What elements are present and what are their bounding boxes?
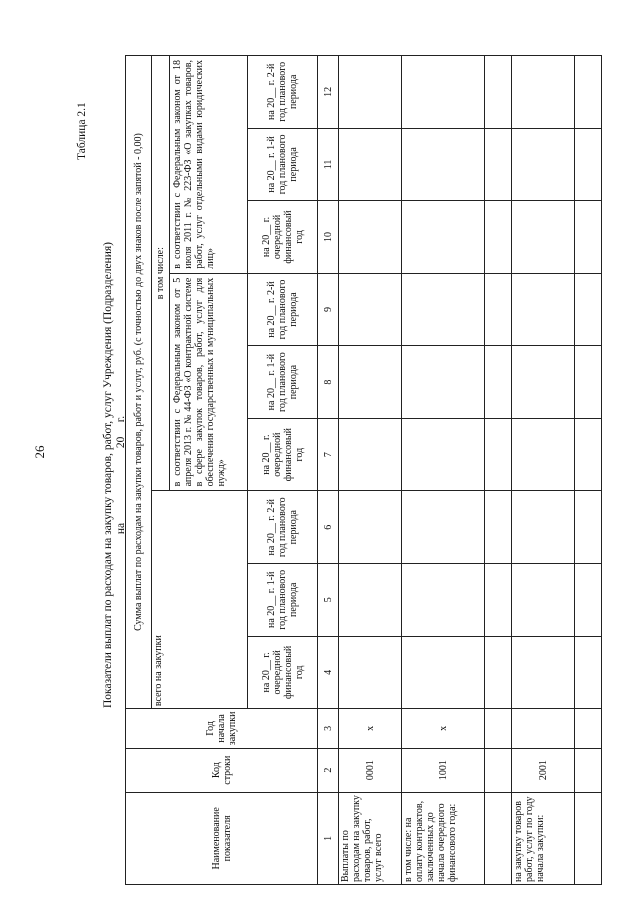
- header-year: Год начала закупки: [126, 709, 318, 749]
- cell: [339, 273, 402, 346]
- cell: [575, 56, 602, 129]
- cell: [485, 491, 512, 564]
- column-number: 5: [318, 563, 339, 636]
- page-number: [20, 446, 60, 458]
- cell: [339, 201, 402, 274]
- cell: [512, 346, 575, 419]
- header-including: в том числе:: [152, 56, 170, 491]
- row-name: на закупку товаров работ, услуг по году начала закупки:: [512, 792, 575, 884]
- cell: [485, 56, 512, 129]
- header-law-223: в соответствии с Федеральным законом от 18 июля 2011 г. № 223-ФЗ «О закупках товаров, работ, услуг отдельными видами юридических лиц»: [170, 56, 248, 274]
- cell: [485, 201, 512, 274]
- header-sum: Сумма выплат по расходам на закупки товаров, работ и услуг, руб. (с точностью до двух знаков после запятой - 0,00): [126, 56, 152, 709]
- cell: [402, 636, 485, 709]
- row-year: х: [339, 709, 402, 749]
- column-number: 2: [318, 748, 339, 792]
- period-current-44: на 20__ г. очередной финансовый год: [248, 418, 318, 491]
- row-code: 1001: [402, 748, 485, 792]
- cell: [575, 346, 602, 419]
- cell: [485, 792, 512, 884]
- cell: [575, 636, 602, 709]
- table-row: [339, 56, 402, 885]
- cell: [575, 748, 602, 792]
- cell: [339, 636, 402, 709]
- cell: [512, 491, 575, 564]
- column-number: 7: [318, 418, 339, 491]
- cell: [339, 56, 402, 129]
- table-row: [402, 56, 485, 885]
- column-number: 3: [318, 709, 339, 749]
- cell: [402, 273, 485, 346]
- cell: [485, 418, 512, 491]
- column-number: 4: [318, 636, 339, 709]
- period-current-223: на 20__ г. очередной финансовый год: [248, 201, 318, 274]
- row-name: в том числе: на оплату контрактов, заключенных до начала очередного финансового года:: [402, 792, 485, 884]
- period-current-all: на 20__ г. очередной финансовый год: [248, 636, 318, 709]
- period-2-all: на 20__ г. 2-й год планового периода: [248, 491, 318, 564]
- cell: [575, 563, 602, 636]
- table-row: [512, 56, 575, 885]
- cell: [485, 128, 512, 201]
- row-code: 0001: [339, 748, 402, 792]
- row-year: [512, 709, 575, 749]
- cell: [575, 128, 602, 201]
- cell: [402, 128, 485, 201]
- cell: [485, 636, 512, 709]
- column-number: 9: [318, 273, 339, 346]
- cell: [512, 636, 575, 709]
- row-code: 2001: [512, 748, 575, 792]
- column-number: 12: [318, 56, 339, 129]
- cell: [339, 128, 402, 201]
- cell: [485, 709, 512, 749]
- cell: [512, 201, 575, 274]
- cell: [512, 273, 575, 346]
- cell: [402, 201, 485, 274]
- cell: [485, 748, 512, 792]
- table-label: Таблица 2.1: [76, 102, 88, 160]
- cell: [575, 201, 602, 274]
- period-2-223: на 20__ г. 2-й год планового периода: [248, 56, 318, 129]
- header-code: Код строки: [126, 748, 318, 792]
- cell: [575, 273, 602, 346]
- cell: [512, 563, 575, 636]
- column-number: 8: [318, 346, 339, 419]
- cell: [339, 418, 402, 491]
- table-row: [485, 56, 512, 885]
- cell: [339, 491, 402, 564]
- cell: [402, 563, 485, 636]
- header-law-44: в соответствии с Федеральным законом от 5 апреля 2013 г. № 44-ФЗ «О контрактной системе в сфере закупок товаров, работ, услуг для обеспечения государственных и муниципальных нужд»: [170, 273, 248, 491]
- cell: [485, 273, 512, 346]
- cell: [339, 346, 402, 419]
- cell: [402, 491, 485, 564]
- cell: [485, 563, 512, 636]
- expenditure-table: [125, 55, 602, 885]
- column-number: 6: [318, 491, 339, 564]
- header-indicator: Наименование показателя: [126, 792, 318, 884]
- column-number: 11: [318, 128, 339, 201]
- cell: [402, 418, 485, 491]
- row-year: х: [402, 709, 485, 749]
- cell: [402, 346, 485, 419]
- cell: [575, 709, 602, 749]
- table-row: [575, 56, 602, 885]
- cell: [512, 56, 575, 129]
- cell: [512, 418, 575, 491]
- row-name: Выплаты по расходам на закупку товаров, работ, услуг всего: [339, 792, 402, 884]
- cell: [575, 792, 602, 884]
- period-1-44: на 20__ г. 1-й год планового периода: [248, 346, 318, 419]
- cell: [575, 418, 602, 491]
- cell: [512, 128, 575, 201]
- header-all-purchases: всего на закупки: [152, 491, 248, 709]
- column-number: 10: [318, 201, 339, 274]
- cell: [402, 56, 485, 129]
- cell: [339, 563, 402, 636]
- header-block: [70, 0, 130, 905]
- column-number: 1: [318, 792, 339, 884]
- period-1-all: на 20__ г. 1-й год планового периода: [248, 563, 318, 636]
- title-line-2: на ____________ 20__ г.: [115, 415, 127, 535]
- expenditure-table-wrapper: [125, 55, 605, 885]
- page-number-text: 26: [32, 445, 47, 459]
- cell: [485, 346, 512, 419]
- cell: [575, 491, 602, 564]
- period-1-223: на 20__ г. 1-й год планового периода: [248, 128, 318, 201]
- period-2-44: на 20__ г. 2-й год планового периода: [248, 273, 318, 346]
- title-line-1: Показатели выплат по расходам на закупку товаров, работ, услуг Учреждения (Подразделения): [102, 242, 114, 708]
